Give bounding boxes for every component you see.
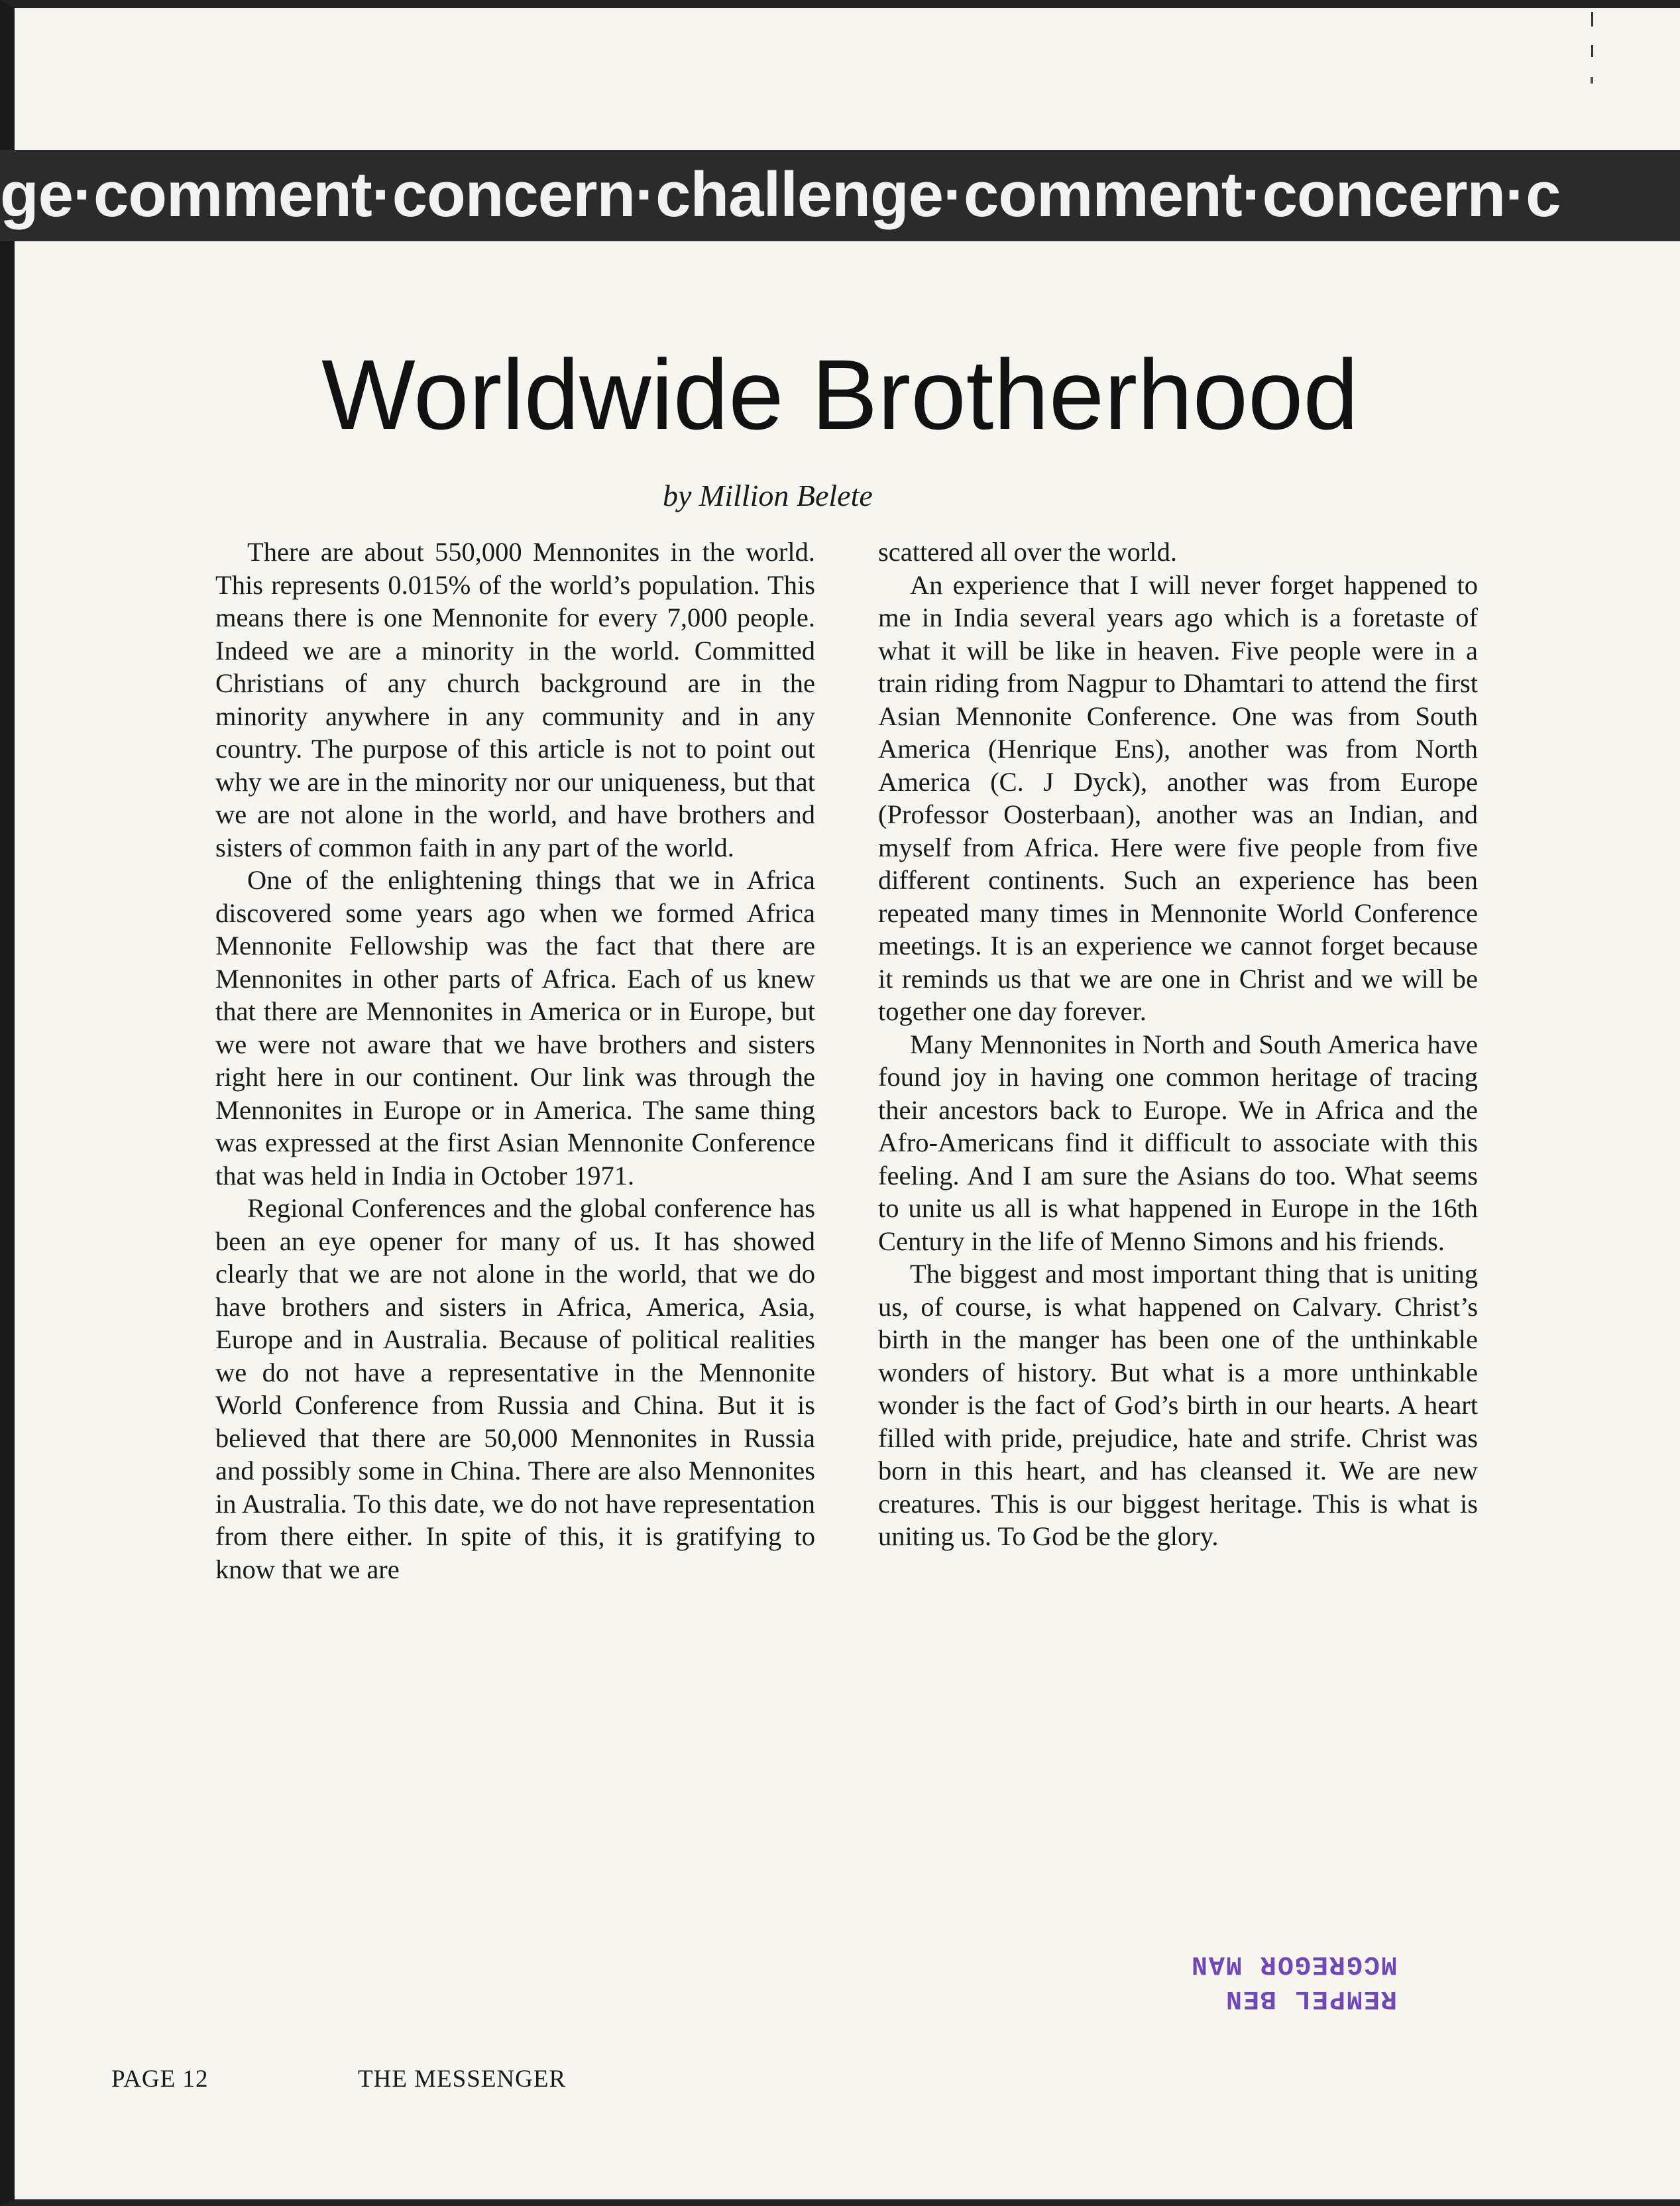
left-column (215, 536, 815, 1586)
paragraph: The biggest and most important thing that is uniting us, of course, is what happened on Calvary. Christ’s birth in the manger has been one of the unthinkable wonders of history. But what is a more unthinkable wonder is the fact of God’s birth in our hearts. A heart filled with pride, prejudice, hate and strife. Christ was born in this heart, and has cleansed it. We are new creatures. This is our biggest heritage. This is what is uniting us. To God be the glory. (878, 1259, 1478, 1551)
article-title: Worldwide Brotherhood (321, 339, 1359, 450)
stamp-line: REMPEL BEN (1224, 1983, 1397, 2013)
stamp-line: MCGREGOR MAN (1190, 1949, 1397, 1979)
article-byline: by Million Belete (663, 479, 873, 512)
page-number: PAGE 12 (111, 2065, 209, 2093)
paragraph: An experience that I will never forget happened to me in India several years ago which is a foretaste of what it will be like in heaven. Five people were in a train riding from Nagpur to Dhamtari to attend the first Asian Mennonite Conference. One was from South America (Henrique Ens), another was from North America (C. J Dyck), another was from Europe (Professor Oosterbaan), another was an Indian, and myself from Africa. Here were five people from five different continents. Such an experience has been repeated many times in Mennonite World Conference meetings. It is an experience we cannot forget because it reminds us that we are one in Christ and we will be together one day forever. (878, 569, 1478, 1026)
paragraph-continuation: scattered all over the world. (878, 537, 1177, 567)
paragraph: One of the enlightening things that we in Africa discovered some years ago when we formed Africa Mennonite Fellowship was the fact that there are Mennonites in other parts of Africa. Each of us knew that there are Mennonites in America or in Europe, but we were not aware that we have brothers and sisters right here in our continent. Our link was through the Mennonites in Europe or in America. The same thing was expressed at the first Asian Mennonite Conference that was held in India in October 1971. (215, 865, 815, 1190)
paragraph: There are about 550,000 Mennonites in the world. This represents 0.015% of the world’s population. This means there is one Mennonite for every 7,000 people. Indeed we are a minority in the world. Committed Christians of any church background are in the minority anywhere in any community and in any country. The purpose of this article is not to point out why we are in the minority nor our uniqueness, but that we are not alone in the world, and have brothers and sisters of common faith in any part of the world. (215, 537, 815, 862)
scan-mark (1589, 12, 1596, 91)
paragraph: Regional Conferences and the global conference has been an eye opener for many of us. It has showed clearly that we are not alone in the world, that we do have brothers and sisters in Africa, America, Asia, Europe and in Australia. Because of political realities we do not have a representative in the Mennonite World Conference from Russia and China. But it is believed that there are 50,000 Mennonites in Russia and possibly some in China. There are also Mennonites in Australia. To this date, we do not have representation from there either. In spite of this, it is gratifying to know that we are (215, 1193, 815, 1584)
section-banner (0, 150, 1680, 241)
right-column (878, 536, 1478, 1553)
paragraph: Many Mennonites in North and South America have found joy in having one common heritage of tracing their ancestors back to Europe. We in Africa and the Afro-Americans find it difficult to associate with this feeling. And I am sure the Asians do too. What seems to unite us all is what happened in Europe in the 16th Century in the life of Menno Simons and his friends. (878, 1029, 1478, 1256)
magazine-name: THE MESSENGER (358, 2065, 567, 2093)
address-stamp (1172, 1942, 1397, 2015)
banner-text: ge·comment·concern·challenge·comment·concern·c (0, 159, 1561, 230)
